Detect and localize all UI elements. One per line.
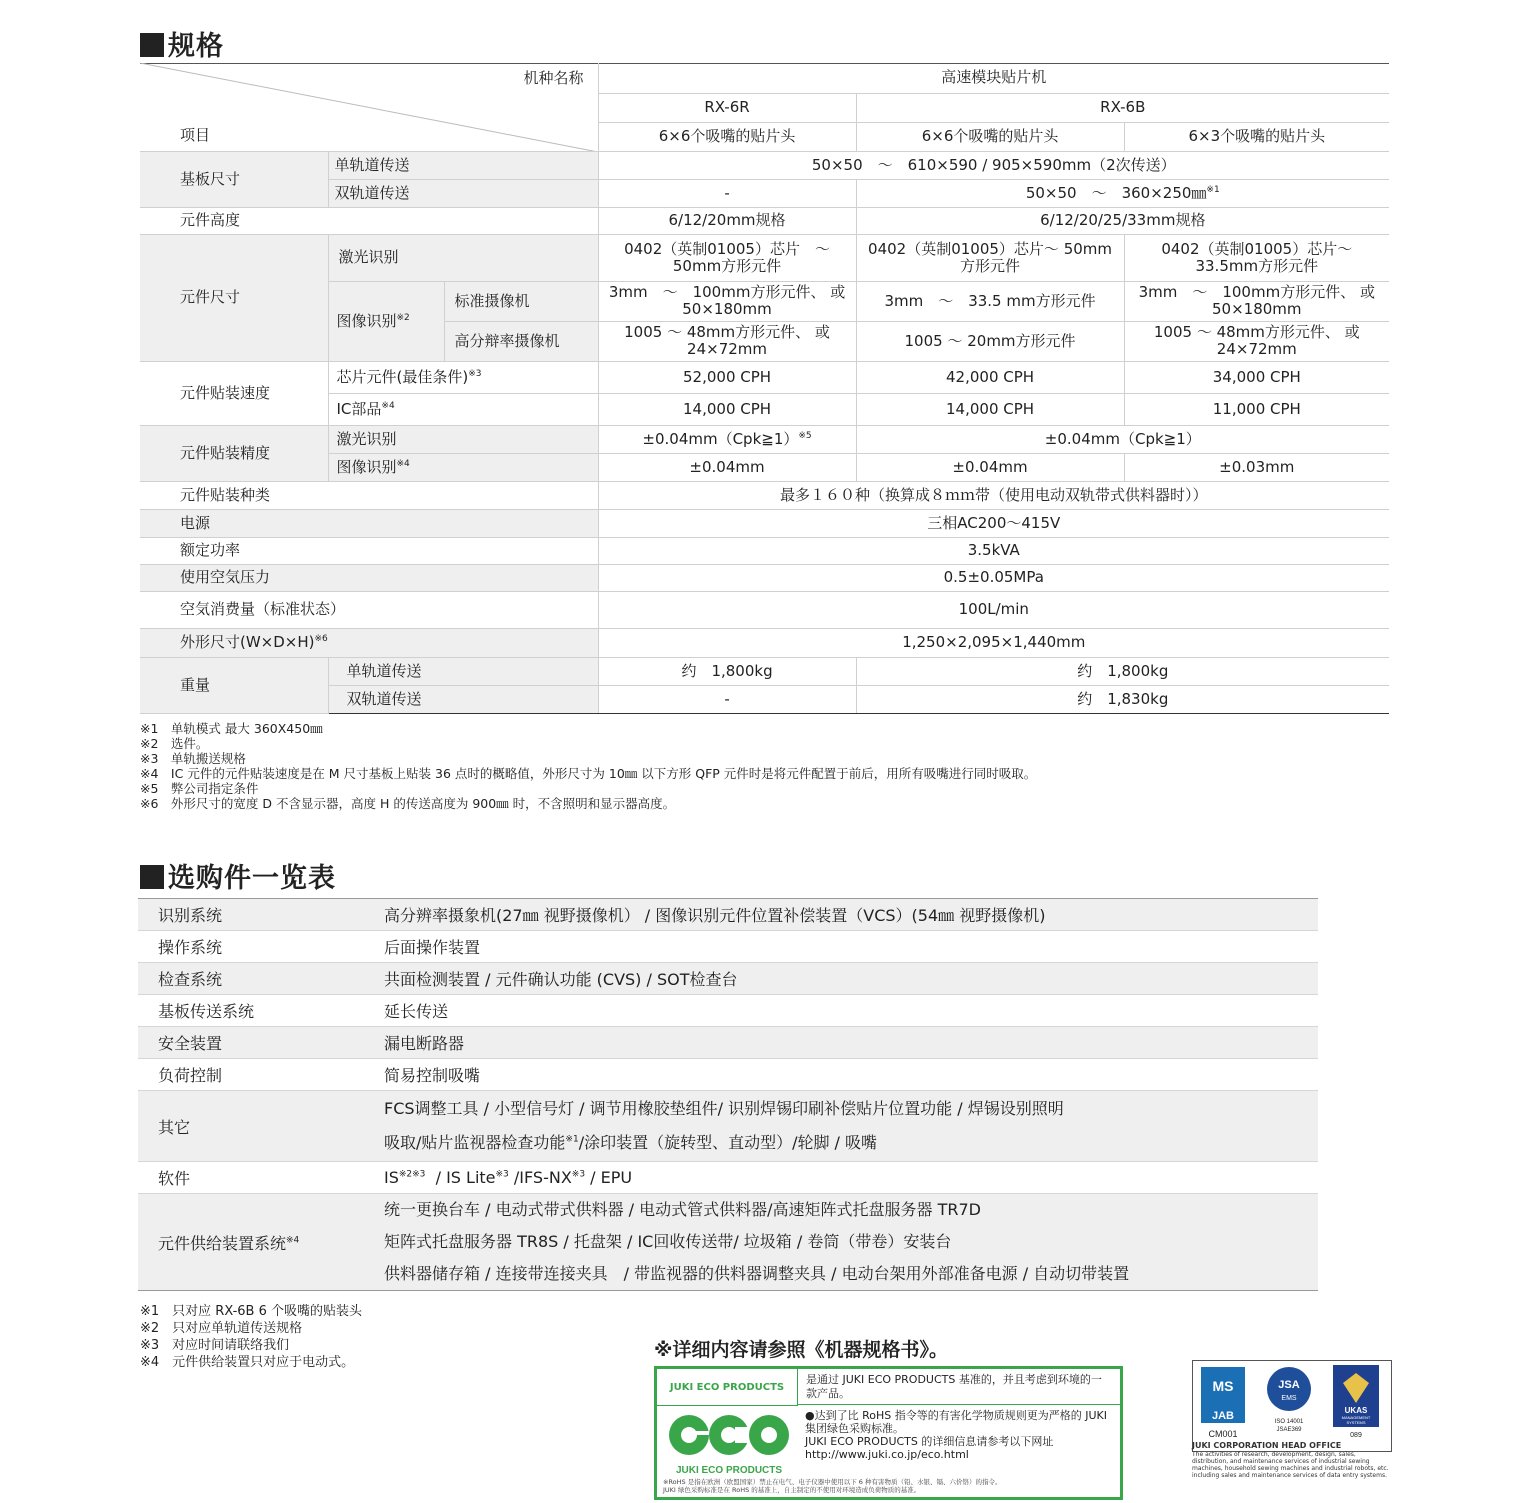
cm-code: CM001 (1208, 1429, 1238, 1439)
ukas-code: 089 (1350, 1432, 1362, 1439)
option-label: 安全装置 (138, 1027, 366, 1059)
chip-label: 芯片元件(最佳条件)$^{※3}$ (328, 361, 598, 393)
chip-rx6b-63: 34,000 CPH (1124, 361, 1389, 393)
comp-size-label: 元件尺寸 (140, 234, 328, 361)
eco-fine-print: JUKI 绿色采购标准是在 RoHS 的基准上，自主制定的不使用对环境造成负荷物质的基准。 (663, 1486, 921, 1494)
options-table (138, 898, 1318, 1291)
option-row-software (138, 1162, 1318, 1194)
eco-header: JUKI ECO PRODUCTS (657, 1369, 798, 1406)
power-value: 三相AC200～415V (598, 509, 1389, 537)
square-bullet-icon (140, 33, 164, 57)
option-row-feeder (138, 1194, 1318, 1291)
acc-image-rx6b-63: ±0.03mm (1124, 453, 1389, 481)
w-single-label: 单轨道传送 (328, 657, 598, 685)
hr-cam-label: 高分辩率摄像机 (444, 321, 598, 361)
eco-description: 是通过 JUKI ECO PRODUCTS 基准的，并且考虑到环境的一款产品。 (798, 1369, 1120, 1405)
w-dual-rx6r: - (598, 685, 856, 713)
option-notes (140, 1303, 362, 1371)
model-rx6b: RX-6B (856, 93, 1389, 122)
ukas-sub2: SYSTEMS (1346, 1420, 1366, 1425)
option-label: 检查系统 (138, 963, 366, 995)
rated-power-value: 3.5kVA (598, 537, 1389, 564)
option-value: FCS调整工具 / 小型信号灯 / 调节用橡胶垫组件/ 识别焊锡印刷补偿贴片位置功能 / 焊锡设别照明 吸取/贴片监视器检查功能$^{※1}$/涂印装置（旋转型、直动型）/轮脚 / 吸嘴 (366, 1091, 1318, 1162)
spec-note: ※5 弊公司指定条件 (140, 781, 259, 796)
place-speed-label: 元件贴装速度 (140, 361, 328, 425)
ic-rx6r: 14,000 CPH (598, 393, 856, 425)
acc-laser-rx6b: ±0.04mm（Cpk≧1） (856, 425, 1389, 453)
option-value: 统一更换台车 / 电动式带式供料器 / 电动式管式供料器/高速矩阵式托盘服务器 TR7D 矩阵式托盘服务器 TR8S / 托盘架 / IC回收传送带/ 垃圾箱 / 卷筒（带卷）安装台 供料器储存箱 / 连接带连接夹具 / 带监视器的供料器调整夹具 / 电动台架用外部准备电源 / 自动切带装置 (366, 1194, 1318, 1291)
iso-line1: ISO 14001 (1274, 1419, 1304, 1425)
head-rx6r: 6×6个吸嘴的贴片头 (598, 122, 856, 151)
place-acc-label: 元件贴装精度 (140, 425, 328, 481)
option-note: ※3 对应时间请联络我们 (140, 1338, 290, 1353)
acc-image-label: 图像识别$^{※4}$ (328, 453, 598, 481)
laser-rx6r: 0402（英制01005）芯片 ～ 50mm方形元件 (598, 234, 856, 281)
option-value: 延长传送 (366, 995, 1318, 1027)
option-note: ※1 只对应 RX-6B 6 个吸嘴的贴装头 (140, 1304, 363, 1319)
hr-cam-rx6r: 1005 ～ 48mm方形元件、 或 24×72mm (598, 321, 856, 361)
ukas-label: UKAS (1344, 1406, 1368, 1415)
option-row (138, 995, 1318, 1027)
eco-body (805, 1409, 1114, 1461)
air-consumption-value: 100L/min (598, 591, 1389, 628)
option-row (138, 1059, 1318, 1091)
option-value: 高分辨率摄象机(27㎜ 视野摄像机） / 图像识别元件位置补偿装置（VCS）(54㎜ 视野摄像机) (366, 899, 1318, 931)
chip-rx6r: 52,000 CPH (598, 361, 856, 393)
laser-rx6b-63: 0402（英制01005）芯片～ 33.5mm方形元件 (1124, 234, 1389, 281)
head-rx6b-66: 6×6个吸嘴的贴片头 (856, 122, 1124, 151)
eco-logo-icon (665, 1409, 793, 1481)
cert-text (1192, 1441, 1392, 1479)
model-rx6r: RX-6R (598, 93, 856, 122)
square-bullet-icon (140, 865, 164, 889)
ukas-sub1: MANAGEMENT (1341, 1415, 1371, 1420)
power-label: 电源 (140, 509, 598, 537)
option-label: 负荷控制 (138, 1059, 366, 1091)
options-section-title: 选购件一览表 (140, 856, 336, 895)
eco-info: JUKI ECO PRODUCTS 的详细信息请参考以下网址 (805, 1435, 1054, 1448)
option-label: 识别系统 (138, 899, 366, 931)
rated-power-label: 额定功率 (140, 537, 598, 564)
ms-label: MS (1212, 1378, 1234, 1394)
w-single-rx6b: 约 1,800kg (856, 657, 1389, 685)
laser-rx6b-66: 0402（英制01005）芯片～ 50mm方形元件 (856, 234, 1124, 281)
air-pressure-label: 使用空気压力 (140, 564, 598, 591)
eco-logo (665, 1409, 793, 1481)
iso-line2: JSAE369 (1276, 1427, 1302, 1433)
board-size-label: 基板尺寸 (140, 151, 328, 207)
option-row (138, 963, 1318, 995)
single-lane-label: 单轨道传送 (328, 151, 598, 179)
types-label: 元件贴装种类 (140, 481, 598, 509)
cert-scope: The activities of research, development, design, sales, distribution, and maintenance services of industrial sewing machines, household sewing machines and industrial robots, etc. including sales and maintenance services of data entry systems. (1192, 1451, 1389, 1479)
option-label: 元件供给装置系统$^{※4}$ (138, 1194, 366, 1291)
comp-height-label: 元件高度 (140, 207, 598, 234)
jsa-label: JSA (1278, 1379, 1300, 1391)
spec-notes (140, 721, 1036, 811)
option-label: 软件 (138, 1162, 366, 1194)
types-value: 最多１６０种（换算成８ｍｍ带（使用电动双轨带式供料器时）） (598, 481, 1389, 509)
laser-label: 激光识别 (328, 234, 598, 281)
spec-note: ※3 单轨搬送规格 (140, 751, 246, 766)
spec-section-title: 规格 (140, 24, 224, 63)
spec-note: ※4 IC 元件的元件贴装速度是在 M 尺寸基板上贴装 36 点时的概略值，外形尺寸为 10㎜ 以下方形 QFP 元件时是将元件配置于前后，用所有吸嘴进行同时吸取。 (140, 766, 1037, 781)
option-row (138, 1027, 1318, 1059)
std-cam-rx6r: 3mm ～ 100mm方形元件、 或 50×180mm (598, 281, 856, 321)
cert-logos (1193, 1361, 1391, 1441)
option-note: ※4 元件供给装置只对应于电动式。 (140, 1355, 355, 1370)
std-cam-label: 标准摄像机 (444, 281, 598, 321)
option-value: 共面检测装置 / 元件确认功能 (CVS) / SOT检查台 (366, 963, 1318, 995)
w-dual-label: 双轨道传送 (328, 685, 598, 713)
ic-rx6b-63: 11,000 CPH (1124, 393, 1389, 425)
option-label: 操作系统 (138, 931, 366, 963)
detail-note: ※详细内容请参照《机器规格书》。 (654, 1339, 948, 1361)
option-row (138, 931, 1318, 963)
option-value: $IS^{※2※3}$ / IS Lite$^{※3}$ /IFS-NX$^{※3}$ / EPU (366, 1162, 1318, 1194)
ic-label: IC部品$^{※4}$ (328, 393, 598, 425)
option-row (138, 899, 1318, 931)
dual-lane-rx6r: - (598, 179, 856, 207)
std-cam-rx6b-63: 3mm ～ 100mm方形元件、 或 50×180mm (1124, 281, 1389, 321)
eco-fine-print: ※RoHS 是指在欧洲（欧盟国家）禁止在电气、电子仪器中使用以下 6 种有害物质（铅、水银、镉、六价铬）的指令。 (663, 1478, 1002, 1486)
certification-box (1192, 1360, 1392, 1452)
model-name-label: 机种名称 (523, 69, 584, 87)
hr-cam-rx6b-63: 1005 ～ 48mm方形元件、 或 24×72mm (1124, 321, 1389, 361)
option-label: 基板传送系统 (138, 995, 366, 1027)
air-consumption-label: 空気消费量（标准状态） (140, 591, 598, 628)
dual-lane-rx6b: 50×50 ～ 360×250㎜$^{※1}$ (856, 179, 1389, 207)
spec-note: ※6 外形尺寸的宽度 D 不含显示器，高度 H 的传送高度为 900㎜ 时，不含照明和显示器高度。 (140, 796, 676, 811)
weight-label: 重量 (140, 657, 328, 713)
head-rx6b-63: 6×3个吸嘴的贴片头 (1124, 122, 1389, 151)
machine-type: 高速模块贴片机 (598, 63, 1389, 93)
acc-image-rx6b-66: ±0.04mm (856, 453, 1124, 481)
jab-label: JAB (1211, 1410, 1235, 1422)
ic-rx6b-66: 14,000 CPH (856, 393, 1124, 425)
spec-note: ※2 选件。 (140, 736, 209, 751)
option-value: 漏电断路器 (366, 1027, 1318, 1059)
std-cam-rx6b-66: 3mm ～ 33.5 mm方形元件 (856, 281, 1124, 321)
dimensions-label: 外形尺寸$(W\times D\times H)^{※6}$ (140, 628, 598, 657)
w-dual-rx6b: 约 1,830kg (856, 685, 1389, 713)
w-single-rx6r: 约 1,800kg (598, 657, 856, 685)
single-lane-value: 50×50 ～ 610×590 / 905×590mm（2次传送） (598, 151, 1389, 179)
option-value: 简易控制吸嘴 (366, 1059, 1318, 1091)
option-value: 后面操作装置 (366, 931, 1318, 963)
dual-lane-label: 双轨道传送 (328, 179, 598, 207)
acc-laser-label: 激光识别 (328, 425, 598, 453)
chip-rx6b-66: 42,000 CPH (856, 361, 1124, 393)
acc-image-rx6r: ±0.04mm (598, 453, 856, 481)
comp-height-rx6r: 6/12/20mm规格 (598, 207, 856, 234)
header-corner (140, 63, 598, 151)
option-label: 其它 (138, 1091, 366, 1162)
spec-note: ※1 单轨模式 最大 360X450㎜ (140, 721, 323, 736)
dimensions-value: 1,250×2,095×1,440mm (598, 628, 1389, 657)
air-pressure-value: 0.5±0.05MPa (598, 564, 1389, 591)
image-rec-label: 图像识别$^{※2}$ (328, 281, 444, 361)
cert-company: JUKI CORPORATION HEAD OFFICE (1192, 1441, 1342, 1450)
eco-bullet: ●达到了比 RoHS 指令等的有害化学物质规则更为严格的 JUKI 集团绿色采购标准。 (805, 1409, 1107, 1435)
ems-label: EMS (1281, 1395, 1297, 1402)
spec-table (140, 63, 1389, 714)
eco-logo-caption: JUKI ECO PRODUCTS (675, 1465, 783, 1476)
item-label: 项目 (180, 126, 211, 144)
comp-height-rx6b: 6/12/20/25/33mm规格 (856, 207, 1389, 234)
option-row-other (138, 1091, 1318, 1162)
acc-laser-rx6r: ±0.04mm（Cpk≧1）$^{※5}$ (598, 425, 856, 453)
option-note: ※2 只对应单轨道传送规格 (140, 1321, 303, 1336)
hr-cam-rx6b-66: 1005 ～ 20mm方形元件 (856, 321, 1124, 361)
eco-url: http://www.juki.co.jp/eco.html (805, 1448, 969, 1461)
eco-products-box (654, 1366, 1123, 1500)
